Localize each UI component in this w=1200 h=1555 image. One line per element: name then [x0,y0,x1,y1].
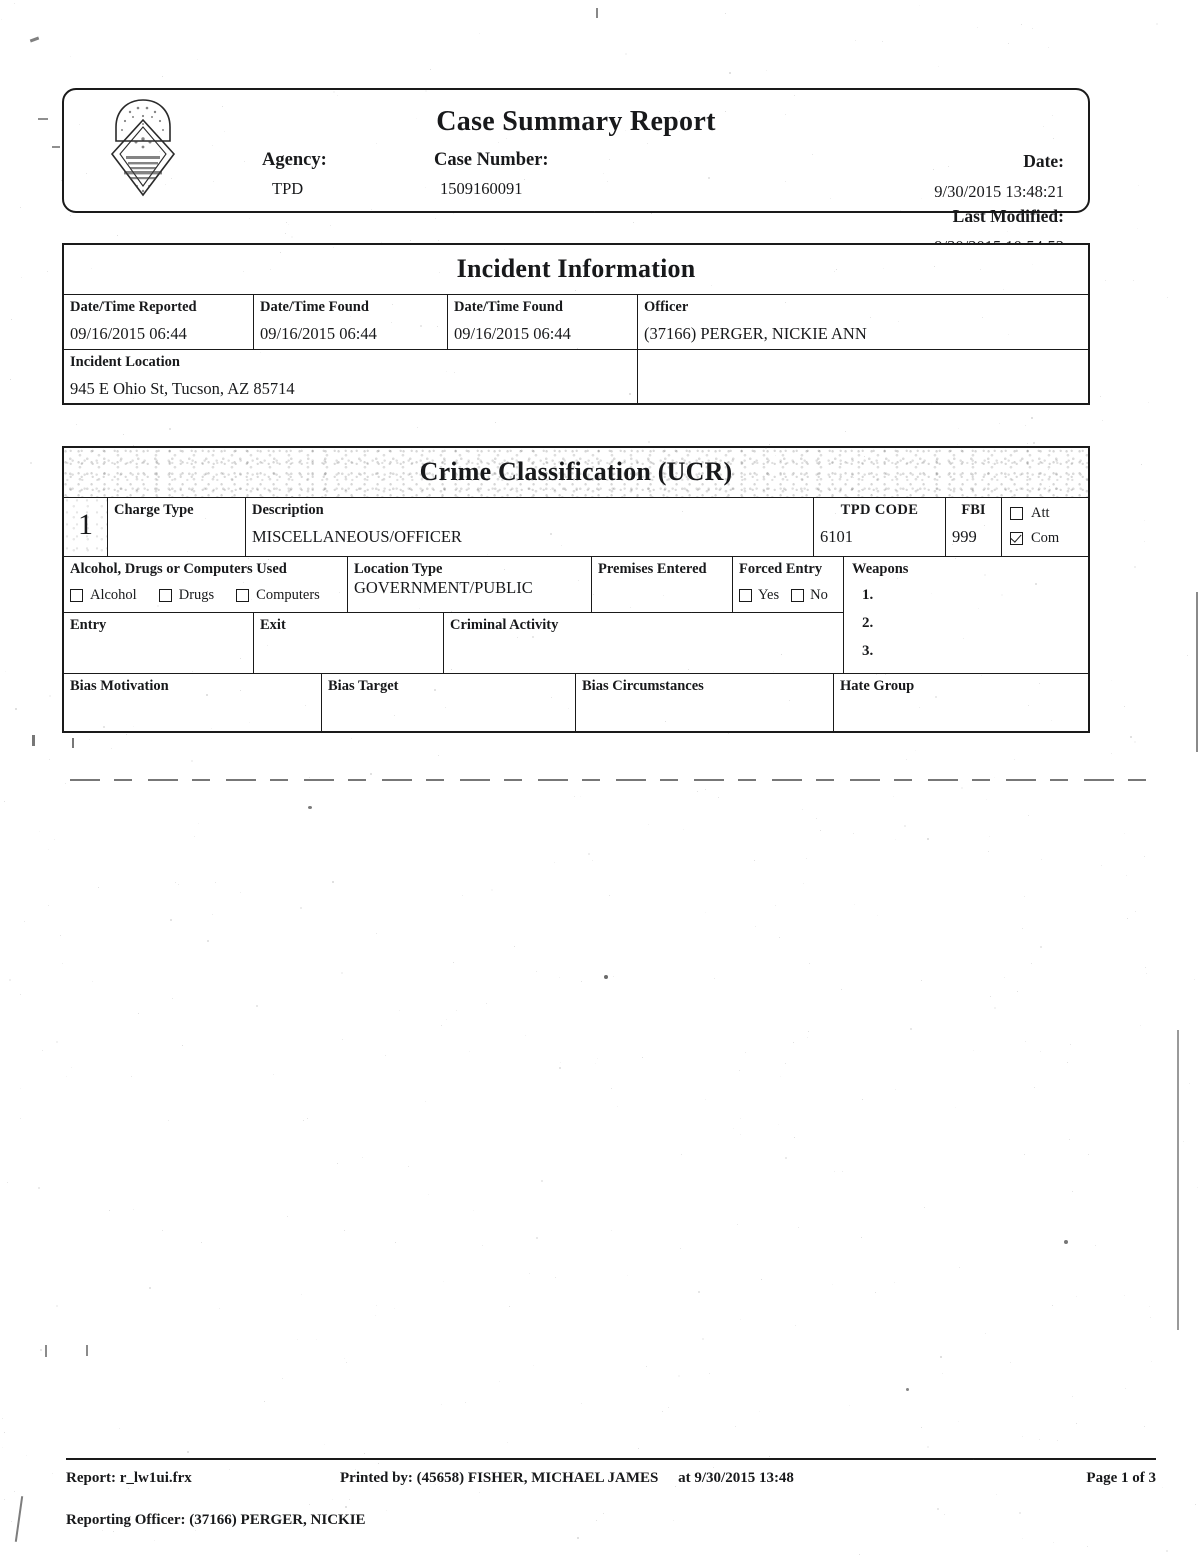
weapon-2-row [852,615,1082,632]
hate-group-cell [834,674,1088,731]
incident-information-title: Incident Information [64,245,1088,295]
incident-information-section [62,243,1090,405]
forced-entry-label: Forced Entry [739,560,823,577]
criminal-activity-cell [444,613,843,673]
forced-entry-yes-checkbox[interactable] [739,589,752,602]
attempt-complete-cell [1002,498,1088,556]
scan-artifact-right-line-1 [1196,592,1198,752]
forced-entry-checkboxes [739,585,837,607]
completed-checkbox[interactable] [1010,532,1023,545]
weapon-1-number: 1. [862,586,874,603]
date-time-reported-cell [64,295,254,349]
computers-checkbox-row[interactable] [236,585,320,607]
footer-printed-by-label: Printed by: [340,1470,413,1486]
scan-artifact-mark-left [32,735,35,746]
agency-label: Agency: [262,150,327,170]
drugs-label: Drugs [178,586,215,603]
incident-info-row-2 [64,350,1088,404]
scan-artifact-mark-upper-left [38,118,48,120]
drugs-checkbox[interactable] [159,589,172,602]
entry-label: Entry [70,616,107,633]
weapons-label: Weapons [852,560,909,577]
scan-artifact-dot-mid-left [308,806,312,809]
crime-detail-block [64,557,1088,673]
charge-row [64,498,1088,557]
case-number-field [434,150,549,199]
weapon-2-number: 2. [862,614,874,631]
scan-artifact-curve-bottom [15,1496,23,1542]
incident-info-row-1 [64,295,1088,350]
forced-entry-no-label: No [810,586,828,603]
forced-entry-no-row[interactable] [791,585,828,607]
weapon-3-row [852,643,1082,660]
crime-detail-left [64,557,843,673]
weapon-3-number: 3. [862,642,874,659]
crime-classification-section [62,446,1090,733]
premises-entered-label: Premises Entered [598,560,707,577]
attempt-label: Att [1031,505,1050,521]
scan-artifact-dot-lower [906,1388,909,1391]
computers-label: Computers [256,586,320,603]
description-label: Description [252,502,324,518]
footer-report-field [66,1470,192,1487]
incident-location-label: Incident Location [70,353,180,370]
alcohol-drugs-computers-checkboxes [70,585,341,607]
officer-value: (37166) PERGER, NICKIE ANN [644,324,867,344]
weapon-1-row [852,587,1082,604]
page-title: Case Summary Report [436,106,716,137]
alcohol-label: Alcohol [90,586,137,603]
incident-location-value: 945 E Ohio St, Tucson, AZ 85714 [70,378,295,398]
bias-circumstances-cell [576,674,834,731]
date-time-found-1-value: 09/16/2015 06:44 [260,324,377,344]
charge-number: 1 [64,498,108,556]
date-time-found-2-label: Date/Time Found [454,299,563,315]
officer-label: Officer [644,299,689,315]
alcohol-drugs-computers-cell [64,557,348,612]
date-time-found-1-cell [254,295,448,349]
date-time-found-2-cell [448,295,638,349]
forced-entry-yes-label: Yes [758,586,780,603]
location-type-label: Location Type [354,560,443,577]
footer-reporting-officer-label: Reporting Officer: [66,1512,186,1528]
bias-row [64,673,1088,731]
location-type-cell [348,557,592,612]
drugs-checkbox-row[interactable] [159,585,214,607]
attempt-checkbox[interactable] [1010,507,1023,520]
tpd-code-value: 6101 [820,527,853,547]
charge-type-label: Charge Type [114,502,194,518]
tpd-code-label: TPD CODE [840,502,919,518]
agency-field [262,150,327,199]
header-dates [926,148,1064,257]
footer-report-label: Report: [66,1470,116,1486]
scan-artifact-dashline [70,779,1160,781]
exit-cell [254,613,444,673]
attempt-checkbox-row[interactable] [1010,503,1082,525]
entry-exit-activity-row [64,613,843,673]
hate-group-label: Hate Group [840,677,915,694]
scan-artifact-mark-edge-2 [86,1345,88,1356]
alcohol-checkbox[interactable] [70,589,83,602]
usage-location-row [64,557,843,613]
footer-reporting-officer-value: (37166) PERGER, NICKIE [189,1512,366,1528]
scan-artifact-mark-edge [45,1345,47,1357]
footer-divider [66,1458,1156,1460]
date-field [926,148,1064,203]
footer-page-number: Page 1 of 3 [1086,1470,1156,1486]
case-number-value: 1509160091 [440,179,523,198]
scan-artifact-mark-corner [30,37,39,43]
scan-artifact-mark-top [596,8,598,18]
report-header-box [62,88,1090,226]
fbi-code-value: 999 [952,527,977,547]
agency-value: TPD [272,179,304,198]
description-value: MISCELLANEOUS/OFFICER [252,527,462,547]
criminal-activity-label: Criminal Activity [450,616,559,633]
officer-cell [638,295,1088,349]
location-type-value: GOVERNMENT/PUBLIC [354,577,533,597]
forced-entry-cell [733,557,843,612]
footer-printed-at: at 9/30/2015 13:48 [678,1470,794,1486]
premises-entered-cell [592,557,733,612]
exit-label: Exit [260,616,286,633]
last-modified-label: Last Modified: [952,205,1064,226]
bias-motivation-cell [64,674,322,731]
alcohol-drugs-computers-label: Alcohol, Drugs or Computers Used [70,560,287,577]
description-cell [246,498,814,556]
footer-report-value: r_lw1ui.frx [119,1470,192,1486]
date-time-found-1-label: Date/Time Found [260,299,369,315]
bias-target-label: Bias Target [328,677,399,694]
scan-artifact-mark-mid [604,975,608,979]
date-label: Date: [1023,151,1064,171]
bias-motivation-label: Bias Motivation [70,677,169,694]
fbi-code-cell [946,498,1002,556]
incident-location-blank-cell [638,350,1088,404]
charge-type-cell [108,498,246,556]
scan-artifact-dot-right [1064,1240,1068,1244]
tpd-code-cell [814,498,946,556]
scan-artifact-mark-left-2 [72,738,74,748]
case-number-label: Case Number: [434,150,549,170]
entry-cell [64,613,254,673]
footer-printed-by-field [340,1470,794,1487]
completed-checkbox-row[interactable] [1010,528,1082,550]
incident-location-cell [64,350,638,404]
scan-artifact-mark-upper-left-2 [52,146,60,148]
completed-label: Com [1031,529,1060,546]
forced-entry-yes-row[interactable] [739,585,779,607]
forced-entry-no-checkbox[interactable] [791,589,804,602]
date-time-found-2-value: 09/16/2015 06:44 [454,324,571,344]
bias-circumstances-label: Bias Circumstances [582,677,704,694]
footer-reporting-officer-field [66,1512,366,1529]
alcohol-checkbox-row[interactable] [70,585,137,607]
date-time-reported-label: Date/Time Reported [70,299,197,315]
computers-checkbox[interactable] [236,589,249,602]
bias-target-cell [322,674,576,731]
footer-printed-by-value: (45658) FISHER, MICHAEL JAMES [416,1470,659,1486]
scan-artifact-right-line-2 [1177,1030,1179,1330]
crime-classification-title: Crime Classification (UCR) [64,448,1088,498]
fbi-code-label: FBI [961,502,986,518]
date-value: 9/30/2015 13:48:21 [934,182,1064,202]
weapons-cell [843,557,1088,673]
date-time-reported-value: 09/16/2015 06:44 [70,324,187,344]
